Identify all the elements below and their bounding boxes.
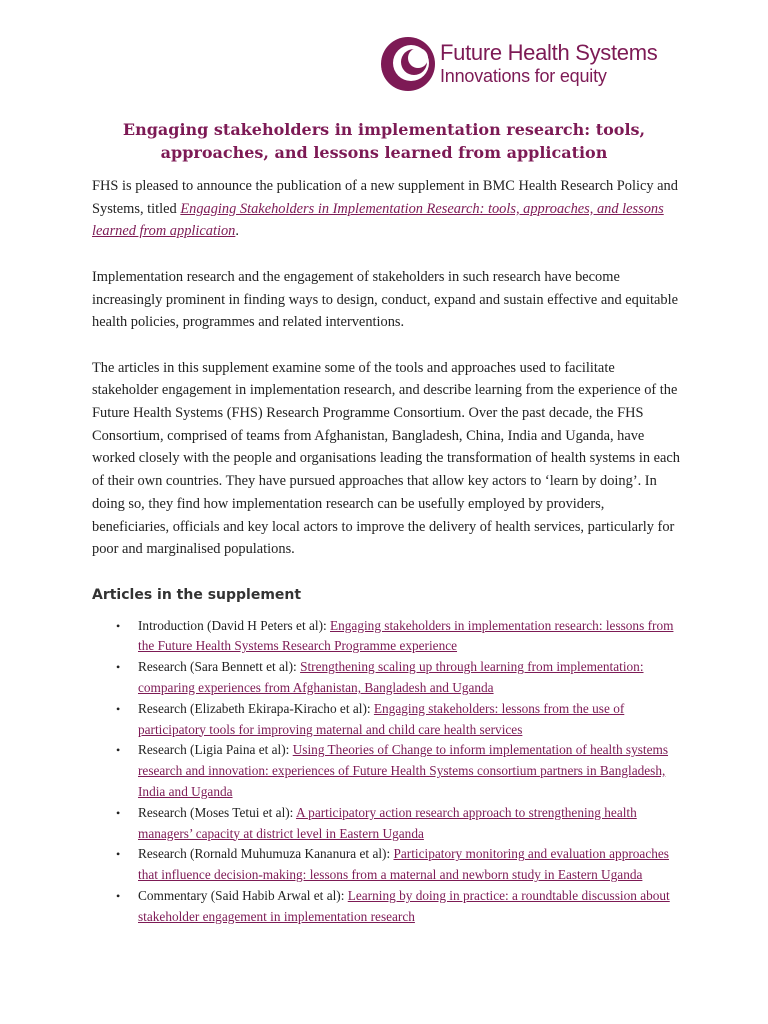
article-prefix: Introduction (David H Peters et al): — [138, 617, 331, 633]
article-prefix: Research (Elizabeth Ekirapa-Kiracho et al): — [138, 700, 374, 716]
article-link[interactable]: Engaging stakeholders in implementation research: lessons from the Future Health Systems Research Programme experience — [138, 617, 674, 654]
intro-end: . — [235, 223, 239, 240]
articles-list — [92, 616, 682, 928]
articles-heading: Articles in the supplement — [92, 586, 302, 603]
article-link[interactable]: Learning by doing in practice: a roundtable discussion about stakeholder engagement in implementation research — [138, 887, 670, 924]
list-item — [138, 657, 682, 699]
list-item — [138, 616, 682, 658]
article-link[interactable]: Using Theories of Change to inform implementation of health systems research and innovation: experiences of Future Health Systems consortium partners in Bangladesh, India and Uganda — [138, 742, 669, 799]
list-item — [138, 803, 682, 845]
fhs-logo — [380, 36, 680, 92]
article-prefix: Research (Moses Tetui et al): — [138, 804, 296, 820]
paragraph-3: The articles in this supplement examine some of the tools and approaches used to facilitate stakeholder engagement in implementation research, and describe learning from the experience of the Future Health Systems (FHS) Research Programme Consortium. Over the past decade, the FHS Consortium, comprised of teams from Afghanistan, Bangladesh, China, India and Uganda, have worked closely with the people and organisations leading the transformation of health systems in each of their own countries. They have pursued approaches that allow key actors to ‘learn by doing’. In doing so, they find how implementation research can be usefully employed by providers, beneficiaries, officials and key local actors to improve the delivery of health services, particularly for poor and marginalised populations. — [92, 359, 680, 558]
list-item — [138, 844, 682, 886]
list-item — [138, 886, 682, 928]
article-link[interactable]: Participatory monitoring and evaluation approaches that influence decision-making: lessons from a maternal and newborn study in Eastern Uganda — [138, 846, 669, 883]
list-item — [138, 740, 682, 802]
logo-line-1: Future Health Systems — [440, 40, 658, 65]
paragraph-2: Implementation research and the engagement of stakeholders in such research have become increasingly prominent in finding ways to design, conduct, expand and sustain effective and equitable health policies, programmes and related interventions. — [92, 268, 678, 331]
article-prefix: Commentary (Said Habib Arwal et al): — [138, 887, 348, 903]
supplement-link[interactable]: Engaging Stakeholders in Implementation Research: tools, approaches, and lessons learned from application — [92, 200, 664, 240]
logo-line-2: Innovations for equity — [440, 66, 607, 86]
article-link[interactable]: Strengthening scaling up through learning from implementation: comparing experiences from Afghanistan, Bangladesh and Uganda — [138, 659, 644, 695]
fhs-logo-icon — [380, 36, 436, 92]
intro-text: FHS is pleased to announce the publication of a new supplement in BMC Health Research Policy and Systems, titled — [92, 178, 678, 217]
document-body — [92, 175, 682, 928]
article-prefix: Research (Rornald Muhumuza Kananura et al): — [138, 846, 394, 862]
list-item — [138, 699, 682, 741]
article-link[interactable]: Engaging stakeholders: lessons from the use of participatory tools for improving maternal and child care health services — [138, 700, 625, 737]
article-prefix: Research (Sara Bennett et al): — [138, 659, 301, 675]
article-prefix: Research (Ligia Paina et al): — [138, 742, 293, 758]
intro-paragraph — [92, 175, 682, 243]
article-link[interactable]: A participatory action research approach to strengthening health managers’ capacity at district level in Eastern Uganda — [138, 804, 637, 841]
page-title: Engaging stakeholders in implementation research: tools, approaches, and lessons learned from application — [122, 120, 646, 162]
